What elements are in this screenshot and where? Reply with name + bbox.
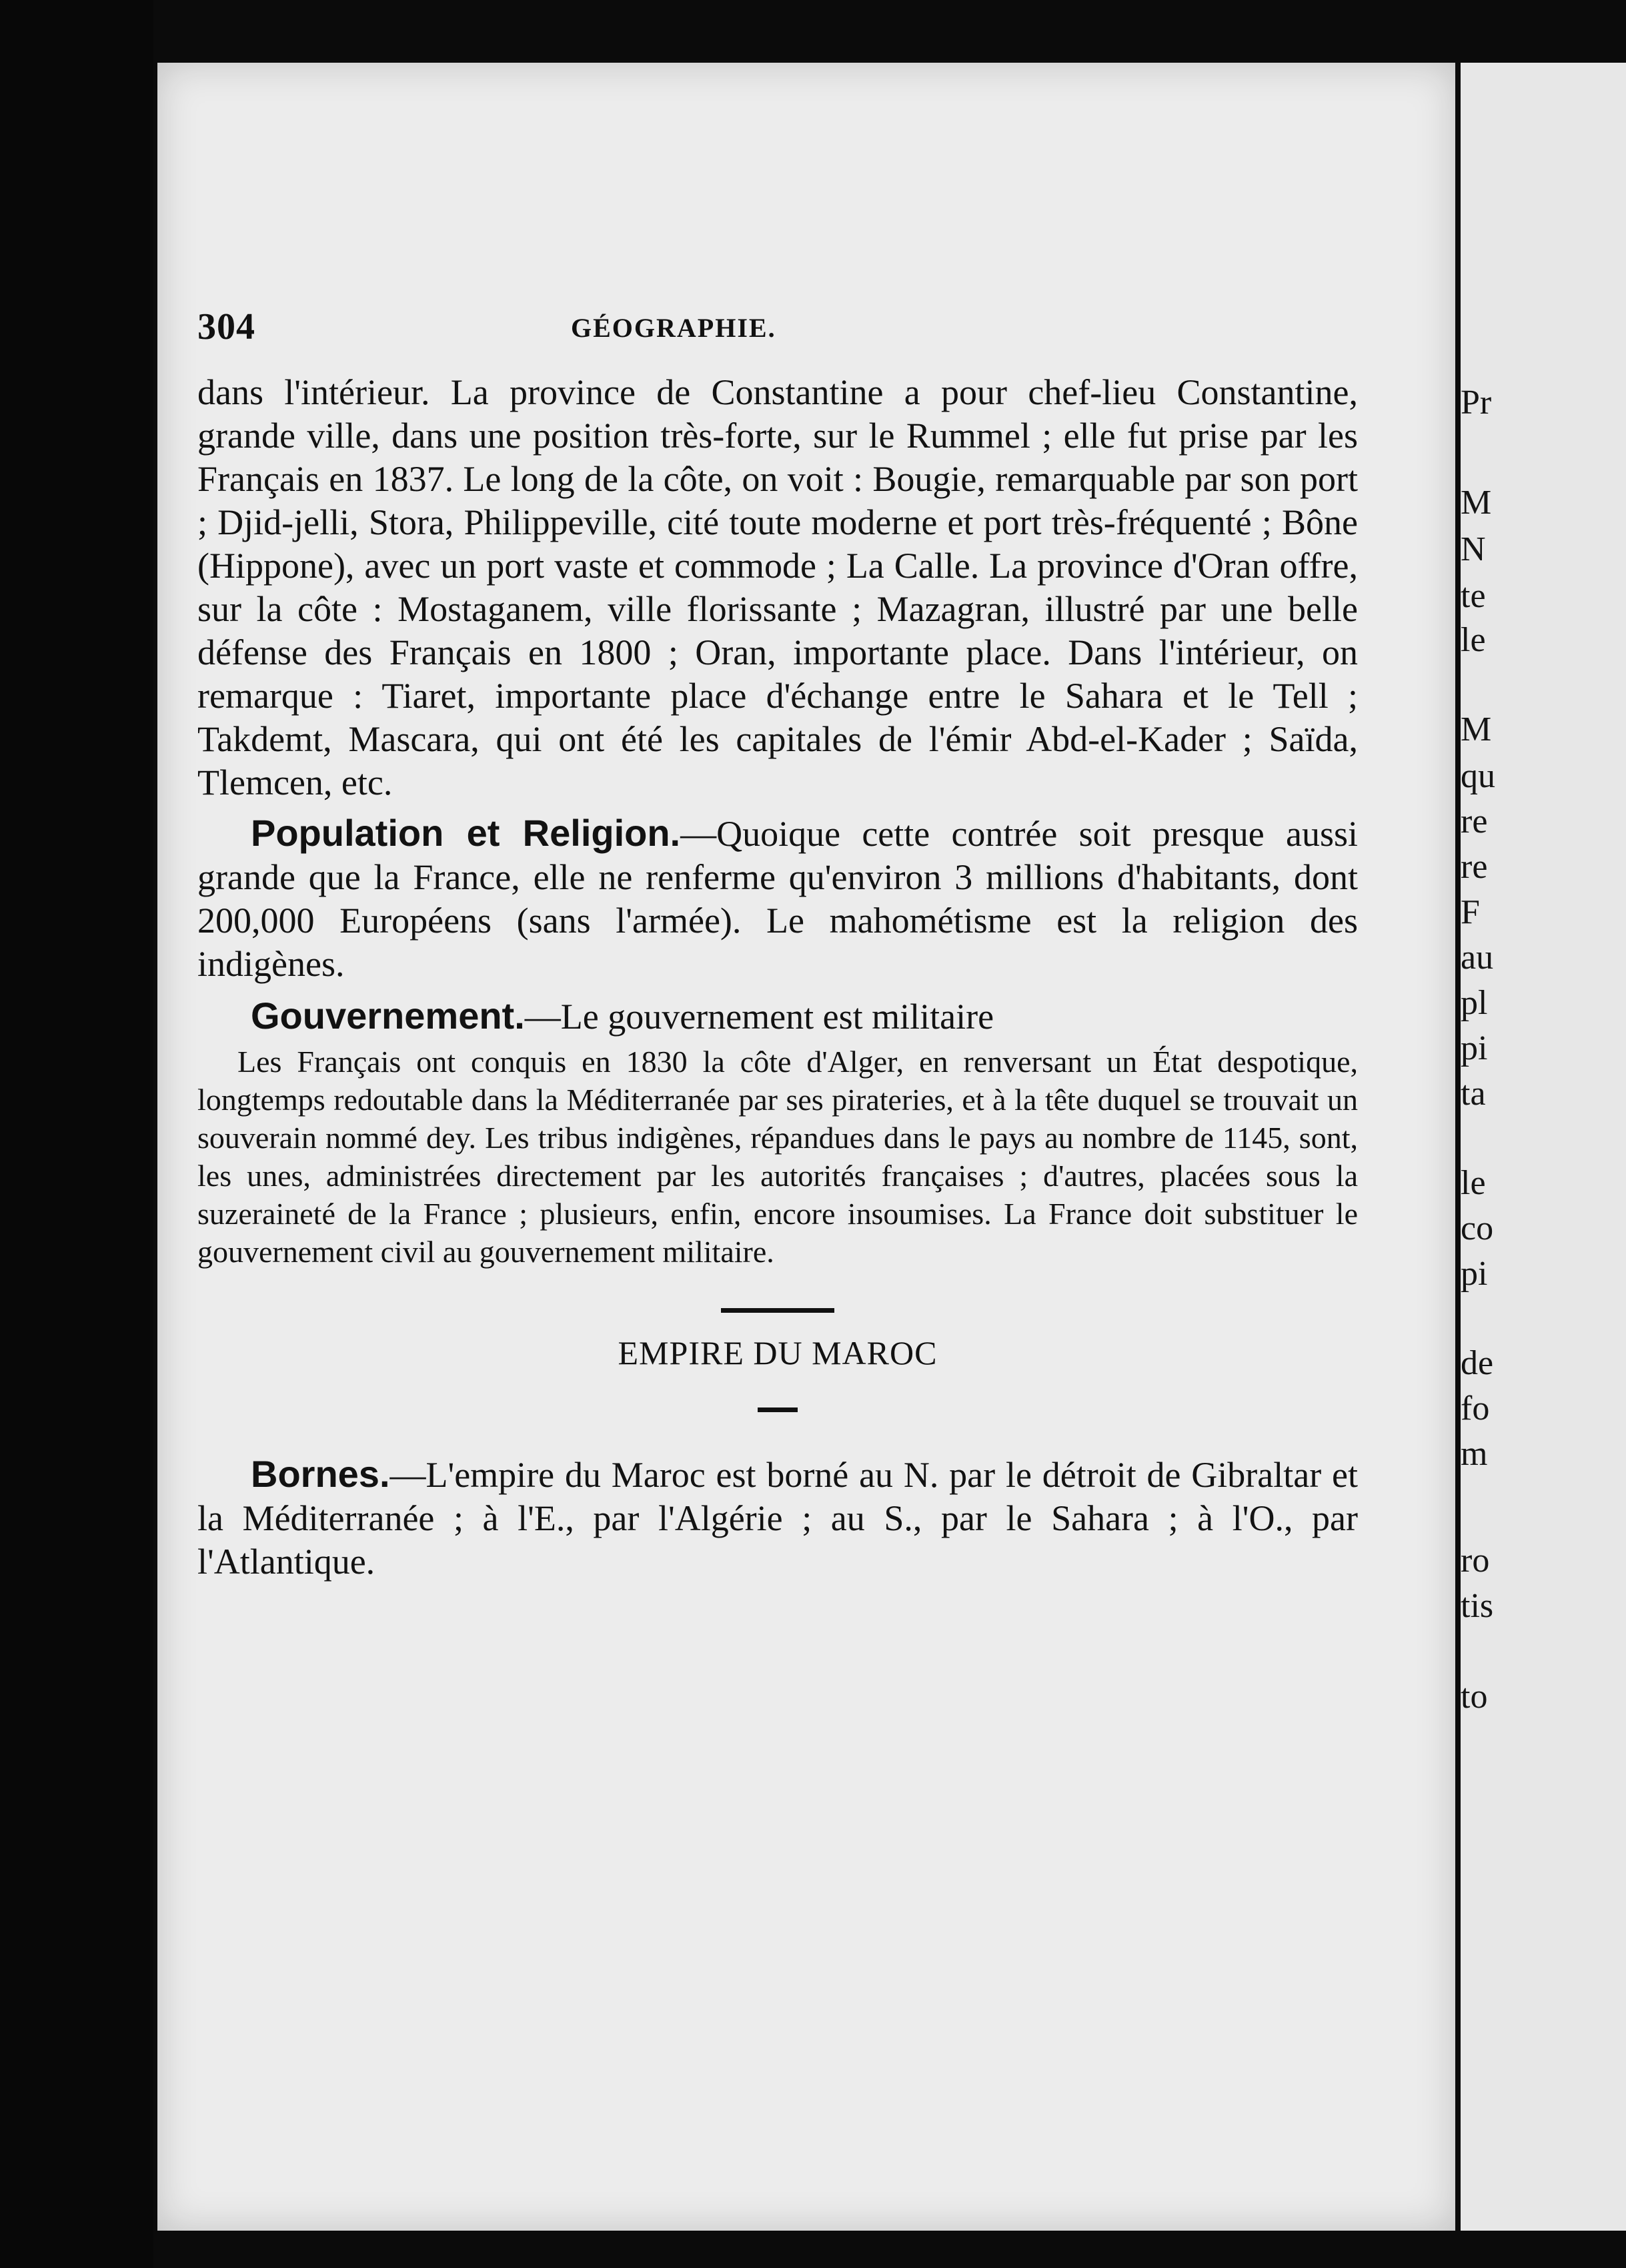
facing-fragment: qu: [1461, 757, 1495, 795]
facing-fragment: pi: [1461, 1029, 1488, 1067]
section-divider: [721, 1308, 834, 1313]
facing-fragment: F: [1461, 893, 1480, 931]
page-number: 304: [197, 306, 255, 348]
paragraph-note-small: Les Français ont conquis en 1830 la côte d'Alger, en renversant un État despotique, longtemps redoutable dans la Méditerranée par ses pirateries, et à la tête duquel se trouvait un souverain nommé dey. Les tribus indigènes, répandues dans le pays au nombre de 1145, sont, les unes, administrées directement par les autorités françaises ; d'autres, placées sous la suzeraineté de la France ; plusieurs, enfin, encore insoumises. La France doit substituer le gouvernement civil au gouvernement militaire.: [197, 1045, 1358, 1269]
paragraph-population: [197, 811, 1358, 986]
facing-fragment: to: [1461, 1678, 1488, 1716]
section-heading-bornes: Bornes.: [251, 1453, 390, 1495]
facing-fragment: te: [1461, 577, 1486, 615]
paragraph-bornes: [197, 1452, 1358, 1584]
population-text: —Quoique cette contrée soit presque aussi grande que la France, elle ne renferme qu'environ 3 millions d'habitants, dont 200,000 Européens (sans l'armée). Le mahométisme est la religion des indigènes.: [197, 814, 1359, 984]
facing-fragment: pi: [1461, 1255, 1488, 1293]
facing-fragment: fo: [1461, 1389, 1490, 1428]
chapter-title: EMPIRE DU MAROC: [618, 1334, 938, 1371]
facing-fragment: re: [1461, 848, 1488, 886]
facing-page-edge: [1461, 63, 1626, 2231]
facing-fragment: N: [1461, 530, 1486, 568]
scan-border: [0, 0, 153, 2268]
facing-fragment: de: [1461, 1344, 1494, 1382]
paragraph-provinces: dans l'intérieur. La province de Constantine a pour chef-lieu Constantine, grande ville, dans une position très-forte, sur le Rummel ; elle fut prise par les Français en 1837. Le long de la côte, on voit : Bougie, remarquable par son port ; Djid-jelli, Stora, Philippeville, cité toute moderne et port très-fréquenté ; Bône (Hippone), avec un port vaste et commode ; La Calle. La province d'Oran offre, sur la côte : Mostaganem, ville florissante ; Mazagran, illustré par une belle défense des Français en 1800 ; Oran, importante place. Dans l'intérieur, on remarque : Tiaret, importante place d'échange entre le Sahara et le Tell ; Takdemt, Mascara, qui ont été les capitales de l'émir Abd-el-Kader ; Saïda, Tlemcen, etc.: [197, 372, 1358, 802]
facing-fragment: pl: [1461, 984, 1488, 1022]
paragraph-gouvernement: [197, 994, 1358, 1039]
running-head: [197, 306, 1225, 359]
facing-fragment: ta: [1461, 1075, 1486, 1113]
facing-fragment: re: [1461, 802, 1488, 840]
facing-fragment: le: [1461, 621, 1486, 659]
page-body: [197, 371, 1358, 1584]
facing-fragment: Pr: [1461, 384, 1492, 422]
gouvernement-text: —Le gouvernement est militaire: [524, 997, 994, 1037]
facing-fragment: tis: [1461, 1587, 1494, 1625]
section-heading-gouvernement: Gouvernement.: [251, 995, 525, 1037]
facing-fragment: M: [1461, 710, 1492, 748]
facing-fragment: co: [1461, 1209, 1494, 1247]
facing-fragment: au: [1461, 939, 1494, 977]
bornes-text: —L'empire du Maroc est borné au N. par le détroit de Gibraltar et la Méditerranée ; à l'E., par l'Algérie ; au S., par le Sahara ; à l'O., par l'Atlantique.: [197, 1455, 1358, 1582]
facing-fragment: m: [1461, 1435, 1488, 1473]
title-dash: [758, 1407, 798, 1412]
facing-fragment: le: [1461, 1164, 1486, 1202]
facing-fragment: ro: [1461, 1542, 1490, 1580]
section-heading-population: Population et Religion.: [251, 812, 681, 854]
facing-fragment: M: [1461, 484, 1492, 522]
running-title: GÉOGRAPHIE.: [571, 313, 776, 343]
